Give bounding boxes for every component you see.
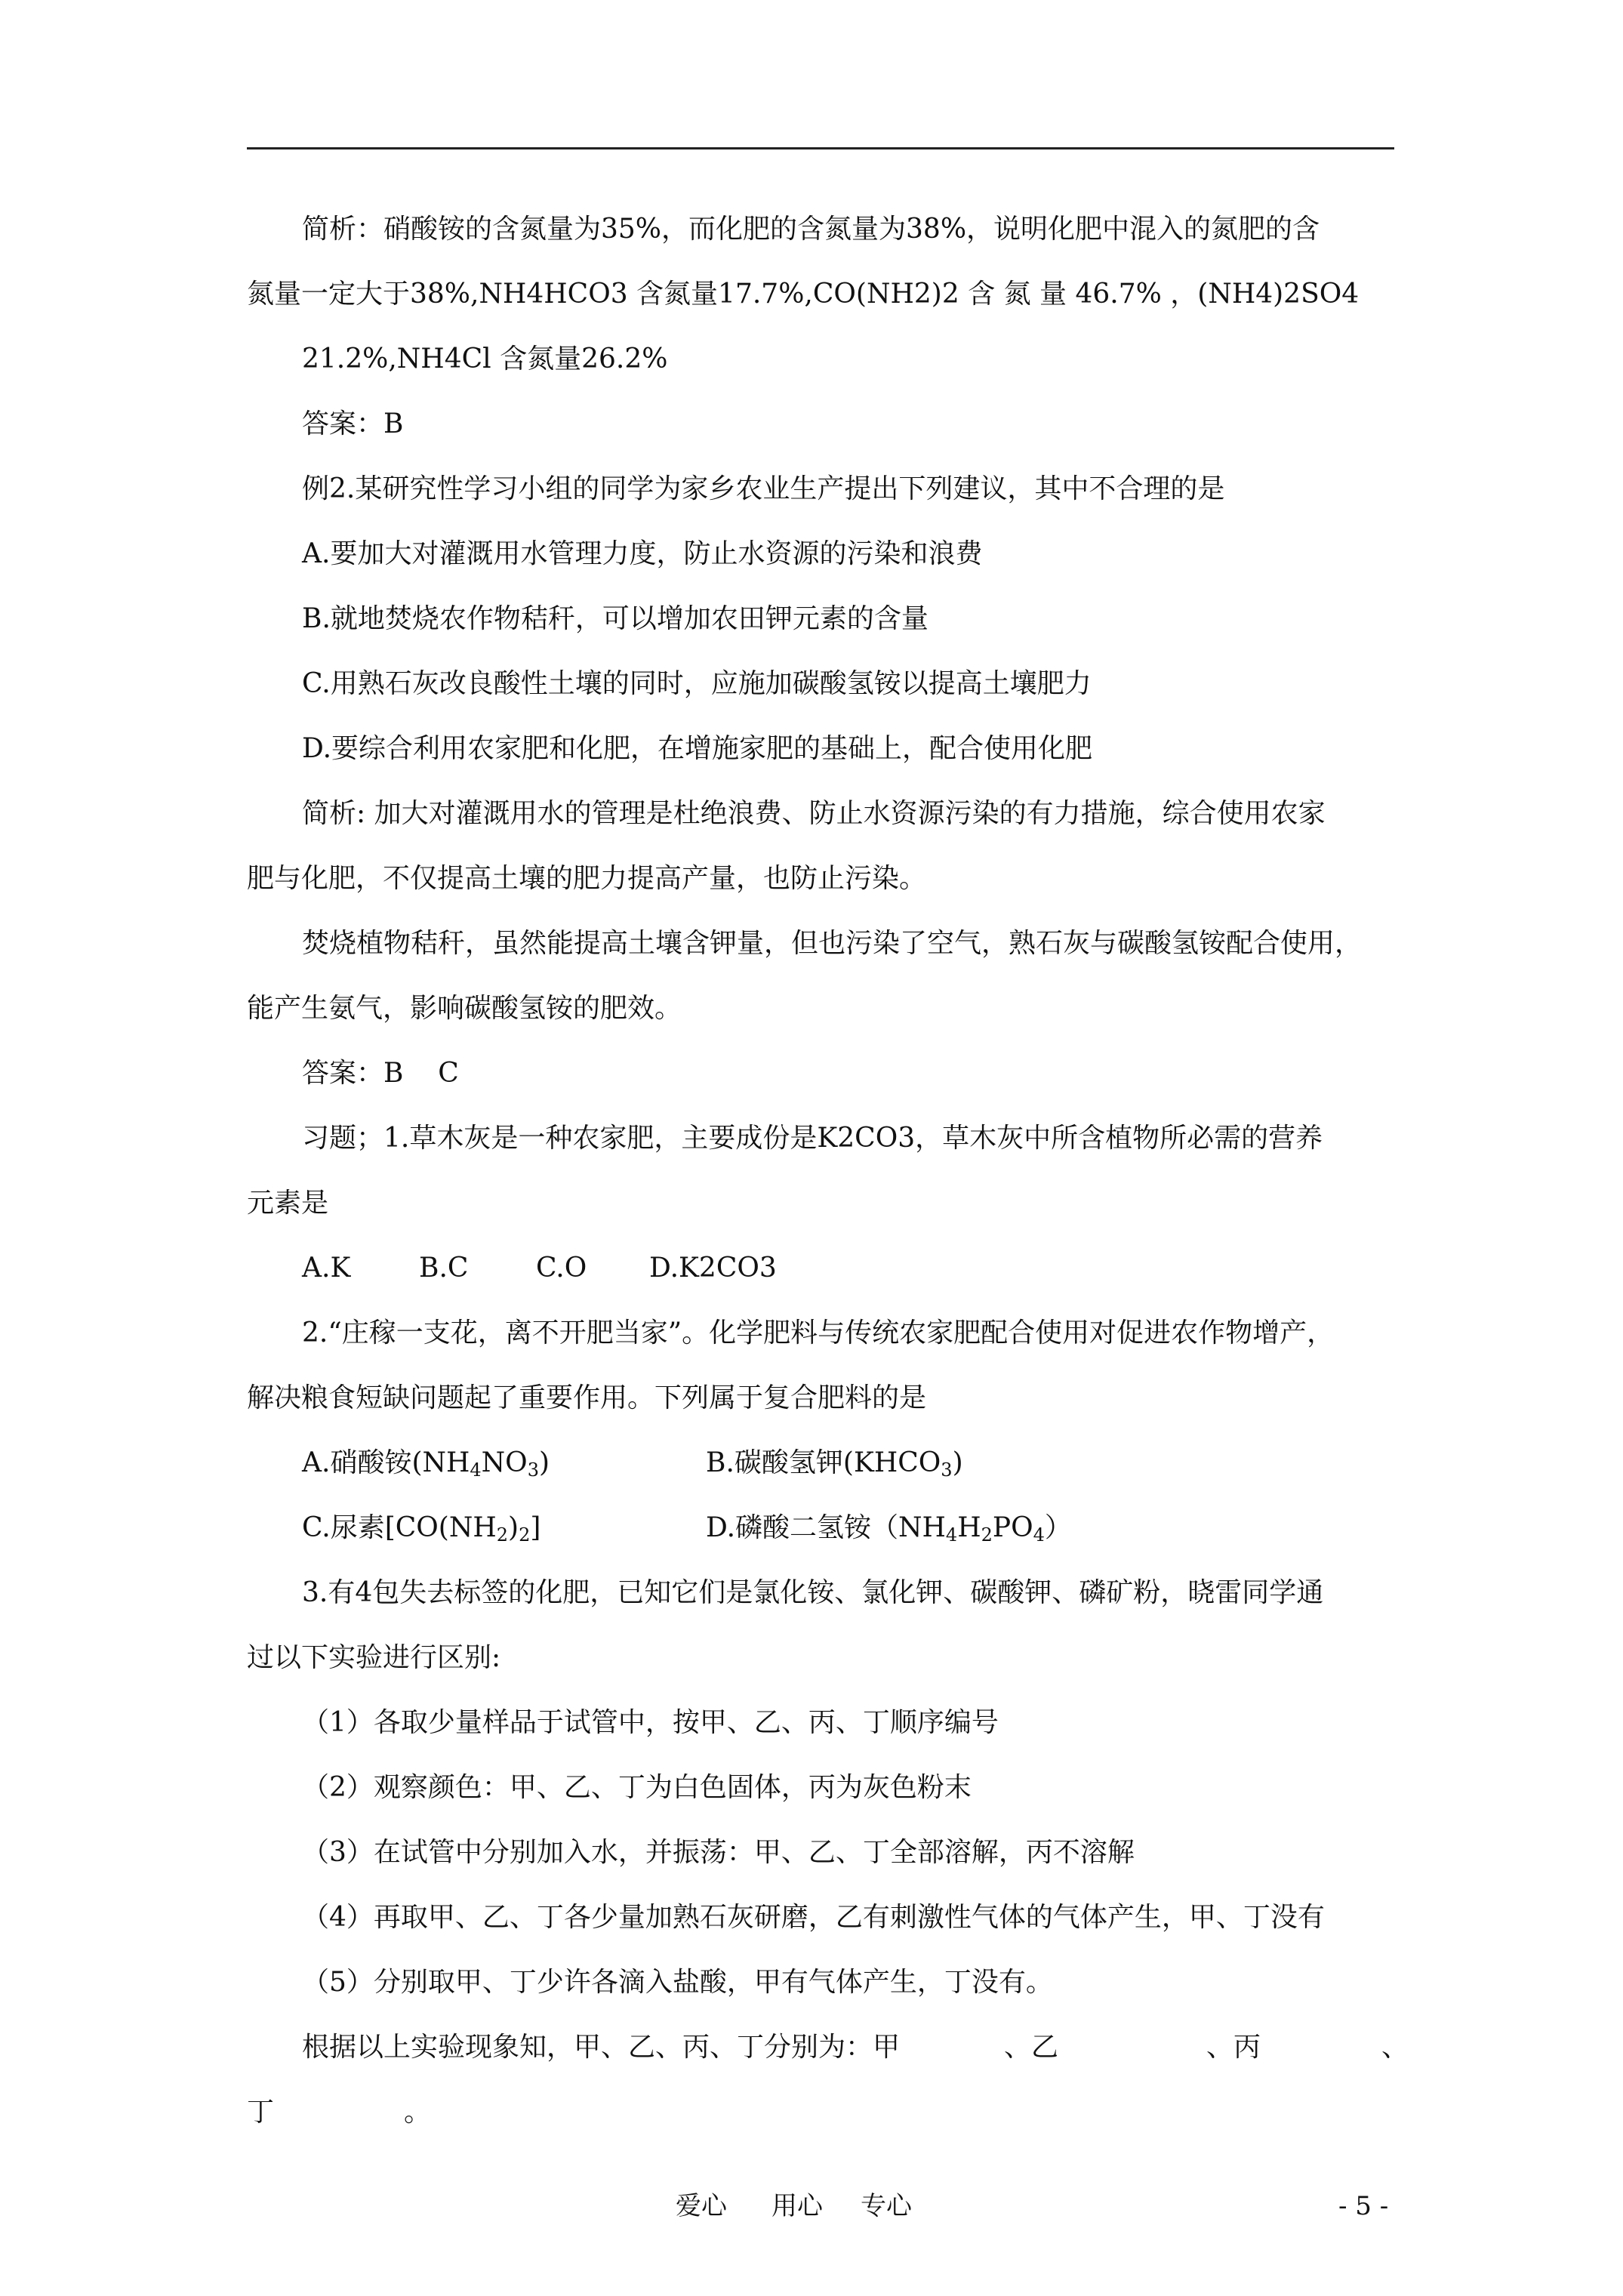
exercise-3-step-4: （4）再取甲、乙、丁各少量加熟石灰研磨，乙有刺激性气体的气体产生，甲、丁没有 [302, 1902, 1325, 1933]
analysis-2-line-3: 焚烧植物秸秆，虽然能提高土壤含钾量，但也污染了空气，熟石灰与碳酸氢铵配合使用， [302, 928, 1363, 959]
exercise-3-conclusion-part-5: 丁 [247, 2097, 275, 2128]
example-2-option-b: B.就地焚烧农作物秸秆，可以增加农田钾元素的含量 [302, 603, 929, 634]
exercise-2-option-a: A.硝酸铵$(NH_4NO_3)$ [302, 1447, 550, 1481]
exercise-3-line-1: 3.有4包失去标签的化肥，已知它们是氯化铵、氯化钾、碳酸钾、磷矿粉，晓雷同学通 [302, 1577, 1324, 1608]
exercise-3-step-5: （5）分别取甲、丁少许各滴入盐酸，甲有气体产生，丁没有。 [302, 1967, 1053, 1998]
exercise-2-line-2: 解决粮食短缺问题起了重要作用。下列属于复合肥料的是 [247, 1382, 927, 1413]
exercise-2-option-d: D.磷酸二氢铵$(NH_4H_2PO_4)$ [706, 1512, 1072, 1546]
exercise-3-conclusion-part-1: 根据以上实验现象知，甲、乙、丙、丁分别为：甲 [302, 2032, 901, 2063]
header-rule [247, 147, 1394, 149]
exercise-1-option-c: C.O [536, 1253, 587, 1284]
exercise-2-option-b: B.碳酸氢钾$(KHCO_3)$ [706, 1447, 963, 1481]
exercise-3-step-2: （2）观察颜色：甲、乙、丁为白色固体，丙为灰色粉末 [302, 1772, 972, 1803]
analysis-2-line-2: 肥与化肥，不仅提高土壤的肥力提高产量，也防止污染。 [247, 863, 927, 894]
page-number: - 5 - [1338, 2191, 1389, 2221]
exercise-2-option-c: C.尿素$[CO(NH_2)_2]$ [302, 1512, 541, 1546]
exercise-3-line-2: 过以下实验进行区别: [247, 1642, 501, 1673]
analysis-2-line-4: 能产生氨气，影响碳酸氢铵的肥效。 [247, 993, 682, 1024]
exercise-3-conclusion-part-2: 、乙 [1004, 2032, 1059, 2063]
exercise-1-line-1: 习题；1.草木灰是一种农家肥，主要成份是K2CO3，草木灰中所含植物所必需的营养 [302, 1123, 1323, 1154]
example-2-option-a: A.要加大对灌溉用水管理力度，防止水资源的污染和浪费 [302, 538, 983, 569]
exercise-3-step-3: （3）在试管中分别加入水，并振荡：甲、乙、丁全部溶解，丙不溶解 [302, 1837, 1135, 1868]
exercise-3-conclusion-part-4: 、 [1381, 2032, 1409, 2063]
analysis-1-line-3: 21.2%,NH4Cl 含氮量26.2% [302, 344, 668, 374]
exercise-1-line-2: 元素是 [247, 1188, 329, 1219]
example-2-option-c: C.用熟石灰改良酸性土壤的同时，应施加碳酸氢铵以提高土壤肥力 [302, 668, 1092, 699]
exercise-1-option-d: D.K2CO3 [649, 1253, 777, 1284]
example-2-question: 例2.某研究性学习小组的同学为家乡农业生产提出下列建议，其中不合理的是 [302, 473, 1225, 504]
analysis-2-line-1: 简析: 加大对灌溉用水的管理是杜绝浪费、防止水资源污染的有力措施，综合使用农家 [302, 798, 1326, 829]
exercise-3-step-1: （1）各取少量样品于试管中，按甲、乙、丙、丁顺序编号 [302, 1707, 999, 1738]
footer-motto-1: 爱心 [676, 2191, 727, 2221]
exercise-1-option-a: A.K [302, 1253, 351, 1284]
answer-2: 答案：B C [302, 1058, 459, 1089]
exercise-3-conclusion-end: 。 [404, 2097, 432, 2128]
exercise-2-line-1: 2.“庄稼一支花，离不开肥当家”。化学肥料与传统农家肥配合使用对促进农作物增产， [302, 1318, 1335, 1348]
exercise-3-conclusion-part-3: 、丙 [1206, 2032, 1261, 2063]
footer-motto-2: 用心 [771, 2191, 823, 2221]
analysis-1-line-1: 简析：硝酸铵的含氮量为35%，而化肥的含氮量为38%，说明化肥中混入的氮肥的含 [302, 214, 1320, 245]
footer-motto-3: 专心 [861, 2191, 912, 2221]
exercise-1-option-b: B.C [419, 1253, 469, 1284]
analysis-1-line-2: 氮量一定大于38%,NH4HCO3 含氮量17.7%,CO(NH2)2 含 氮 量 46.7% ，(NH4)2SO4 [247, 279, 1360, 310]
answer-1: 答案：B [302, 408, 404, 439]
example-2-option-d: D.要综合利用农家肥和化肥，在增施家肥的基础上，配合使用化肥 [302, 733, 1093, 764]
